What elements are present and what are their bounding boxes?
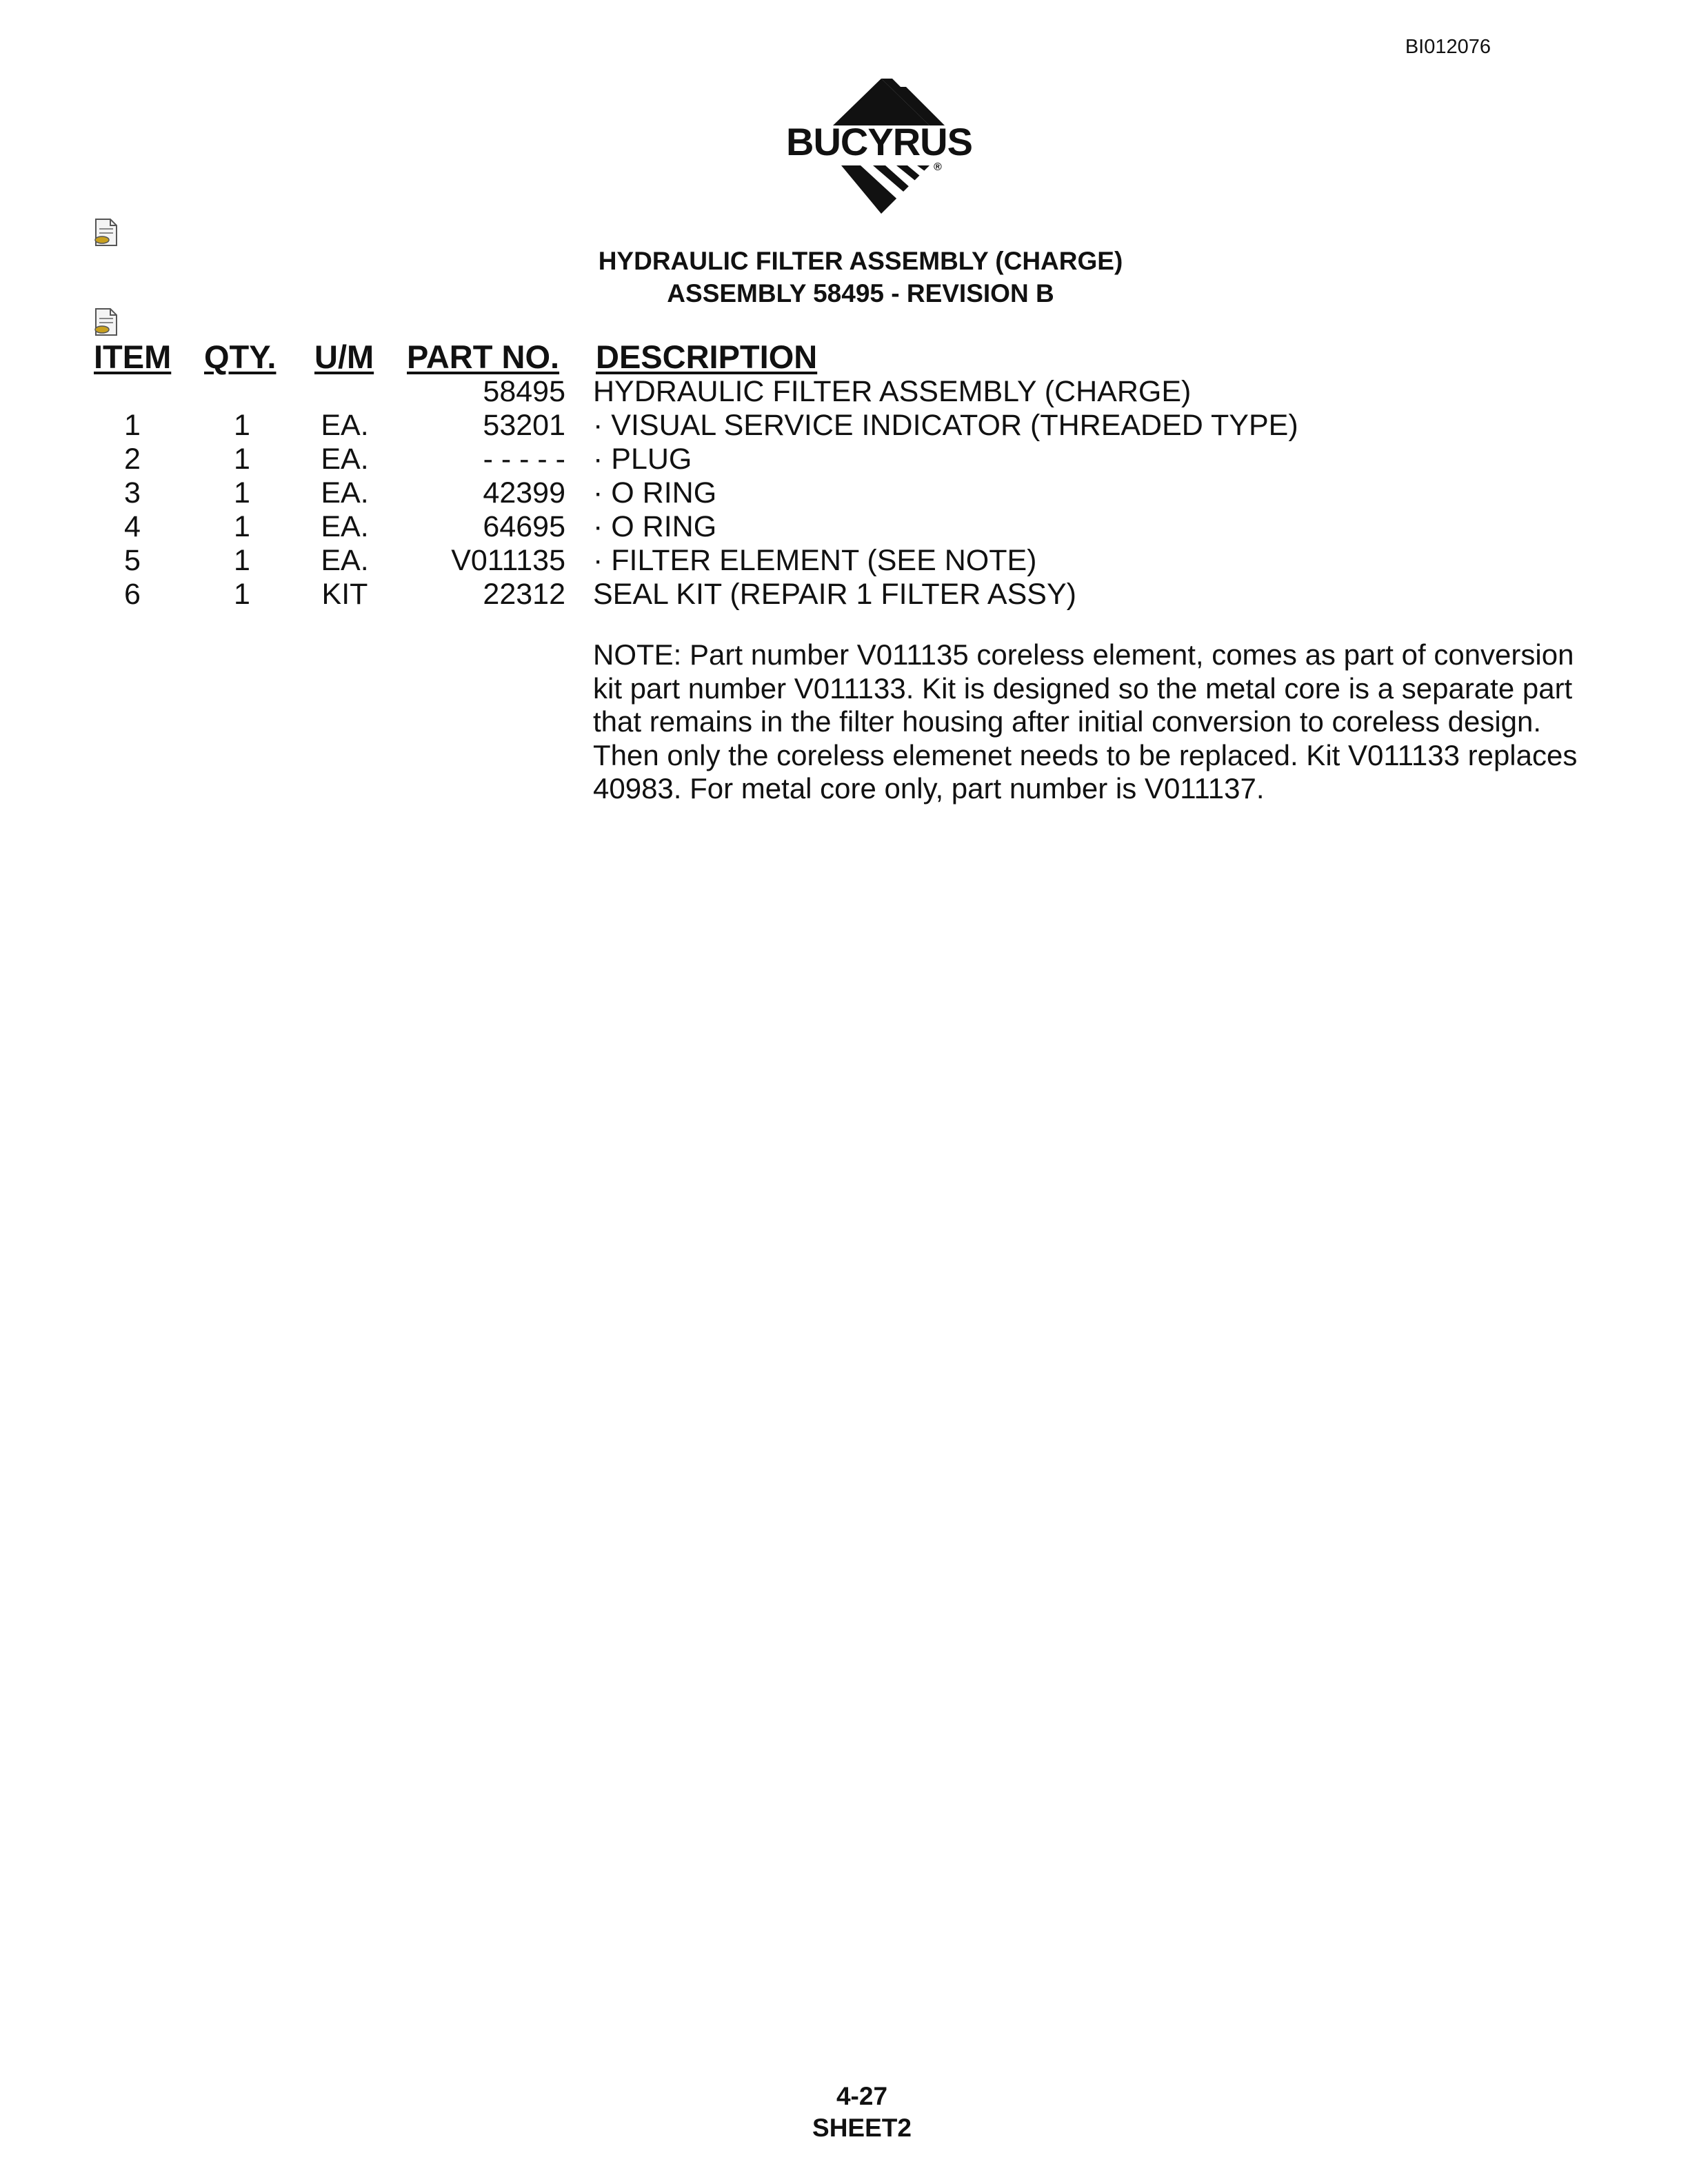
um-cell: EA. (321, 510, 369, 543)
description-cell: · VISUAL SERVICE INDICATOR (THREADED TYPE) (593, 409, 1298, 442)
description-cell: · FILTER ELEMENT (SEE NOTE) (593, 544, 1037, 577)
part-no-cell: 53201 (483, 409, 565, 442)
um-cell: EA. (321, 443, 369, 476)
qty-cell: 1 (234, 409, 250, 442)
bucyrus-logo (764, 77, 994, 219)
header-description: DESCRIPTION (596, 338, 818, 375)
item-cell: 1 (124, 409, 141, 442)
table-row (0, 578, 1688, 611)
table-row (0, 443, 1688, 476)
header-part-no: PART NO. (407, 338, 560, 375)
note-line: NOTE: Part number V011135 coreless element, comes as part of conversion (593, 638, 1574, 671)
description-cell: · O RING (593, 510, 717, 543)
description-cell: SEAL KIT (REPAIR 1 FILTER ASSY) (593, 578, 1076, 611)
part-no-cell: 58495 (483, 375, 565, 408)
note-line: kit part number V011133. Kit is designed so the metal core is a separate part (593, 671, 1573, 705)
item-cell: 5 (124, 544, 141, 577)
um-cell: EA. (321, 409, 369, 442)
table-row (0, 510, 1688, 544)
note-line: Then only the coreless elemenet needs to be replaced. Kit V011133 replaces (593, 738, 1578, 771)
table-row (0, 409, 1688, 443)
description-cell: · O RING (593, 476, 717, 509)
note-line: that remains in the filter housing after initial conversion to coreless design. (593, 705, 1542, 738)
part-no-cell: 22312 (483, 578, 565, 611)
qty-cell: 1 (234, 578, 250, 611)
logo-wordmark: BUCYRUS (786, 120, 972, 163)
table-row (0, 544, 1688, 578)
qty-cell: 1 (234, 544, 250, 577)
sheet-label: SHEET2 (812, 2114, 912, 2142)
document-title: HYDRAULIC FILTER ASSEMBLY (CHARGE) (598, 247, 1123, 275)
registered-mark: ® (934, 161, 942, 173)
document-id: BI012076 (1405, 36, 1491, 58)
table-row (0, 476, 1688, 510)
description-cell: · PLUG (593, 443, 692, 476)
part-no-cell: 64695 (483, 510, 565, 543)
um-cell: EA. (321, 544, 369, 577)
qty-cell: 1 (234, 510, 250, 543)
note-line: 40983. For metal core only, part number is V011137. (593, 772, 1265, 805)
um-cell: KIT (321, 578, 368, 611)
header-item: ITEM (94, 338, 172, 375)
page-number: 4-27 (836, 2082, 888, 2110)
item-cell: 4 (124, 510, 141, 543)
table-row (0, 375, 1688, 409)
item-cell: 2 (124, 443, 141, 476)
document-icon[interactable] (92, 218, 120, 247)
item-cell: 6 (124, 578, 141, 611)
item-cell: 3 (124, 476, 141, 509)
header-um: U/M (314, 338, 374, 375)
um-cell: EA. (321, 476, 369, 509)
assembly-revision: ASSEMBLY 58495 - REVISION B (667, 279, 1054, 307)
description-cell: HYDRAULIC FILTER ASSEMBLY (CHARGE) (593, 375, 1192, 408)
note-text (593, 638, 1655, 806)
qty-cell: 1 (234, 476, 250, 509)
header-qty: QTY. (204, 338, 277, 375)
part-no-cell: 42399 (483, 476, 565, 509)
part-no-cell: V011135 (451, 544, 565, 577)
qty-cell: 1 (234, 443, 250, 476)
part-no-cell: - - - - - (483, 443, 565, 476)
document-icon[interactable] (92, 307, 120, 336)
